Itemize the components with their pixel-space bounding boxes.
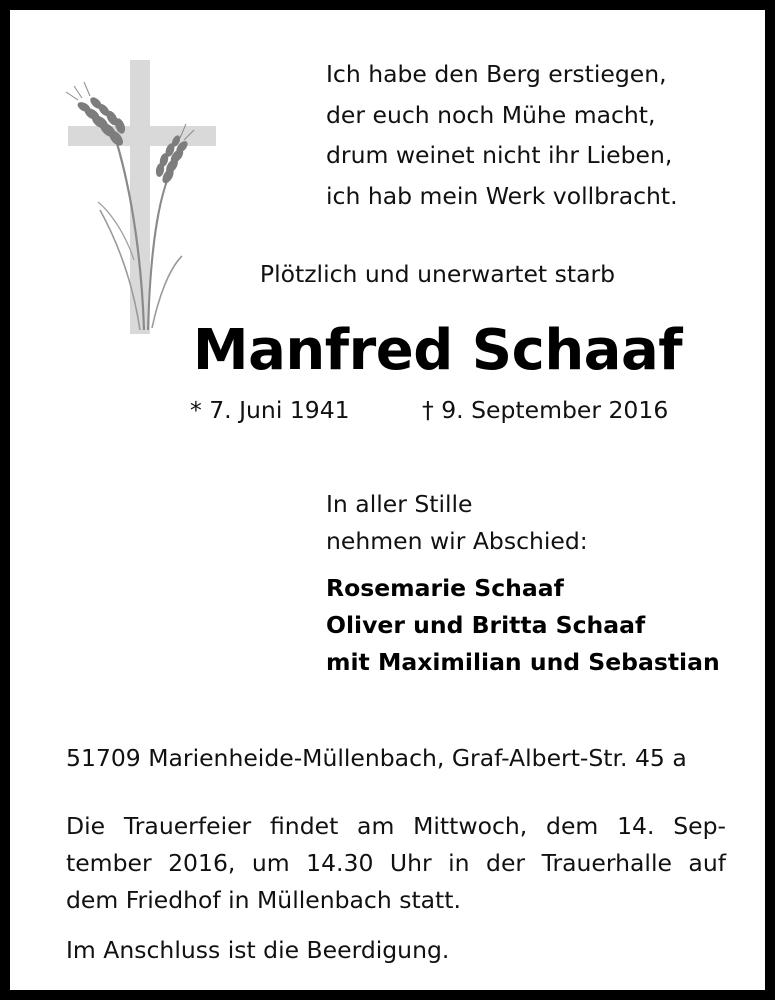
poem: [326, 54, 678, 216]
ceremony-line: tember 2016, um 14.30 Uhr in der Trauerhalle auf: [66, 849, 726, 877]
poem-line: drum weinet nicht ihr Lieben,: [326, 141, 673, 169]
family-address: 51709 Marienheide-Müllenbach, Graf-Albert-Str. 45 a: [66, 744, 687, 772]
death-date: † 9. September 2016: [422, 396, 669, 424]
poem-line: ich hab mein Werk vollbracht.: [326, 181, 678, 210]
birth-date: * 7. Juni 1941: [190, 396, 350, 424]
mourner-name: Oliver und Britta Schaaf: [326, 611, 646, 639]
poem-line: Ich habe den Berg erstiegen,: [326, 60, 667, 88]
death-announcement: Plötzlich und unerwartet starb: [259, 260, 616, 288]
deceased-name: Manfred Schaaf: [192, 318, 683, 383]
burial-note: Im Anschluss ist die Beerdigung.: [66, 936, 450, 964]
farewell-line: In aller Stille: [326, 490, 473, 518]
ceremony-line: dem Friedhof in Müllenbach statt.: [66, 886, 461, 914]
cross-with-wheat-icon: [64, 60, 222, 338]
farewell-line: nehmen wir Abschied:: [326, 527, 588, 555]
mourner-name: mit Maximilian und Sebastian: [326, 648, 720, 676]
mourners-list: [326, 570, 720, 681]
farewell-text: [326, 486, 588, 560]
ceremony-details: [66, 808, 726, 919]
mourner-name: Rosemarie Schaaf: [326, 574, 564, 602]
poem-line: der euch noch Mühe macht,: [326, 100, 656, 129]
ceremony-line: Die Trauerfeier findet am Mittwoch, dem 14. Sep-: [66, 812, 726, 840]
